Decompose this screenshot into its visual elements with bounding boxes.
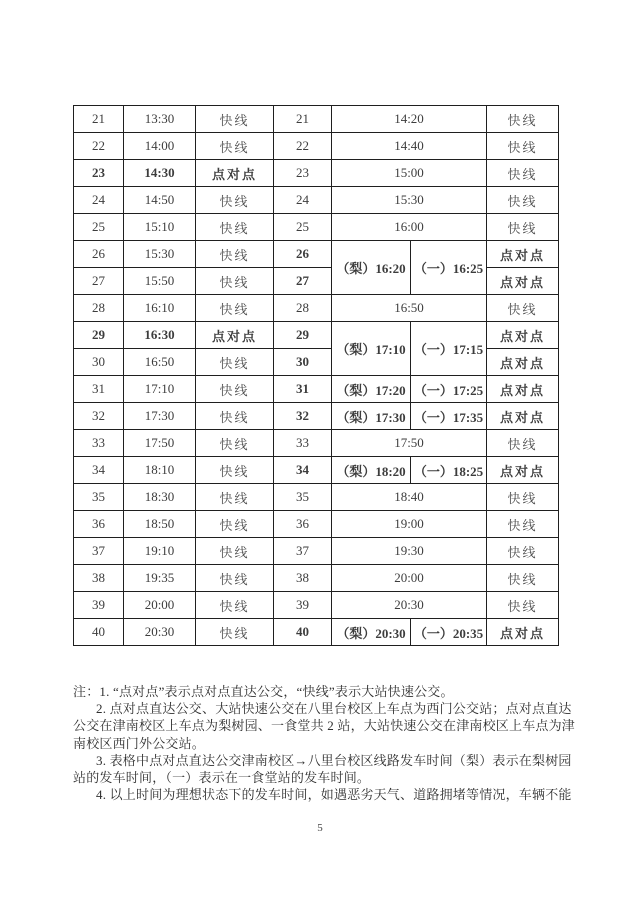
left-trip-number: 29	[74, 322, 124, 349]
left-service-type: 快线	[196, 133, 274, 160]
right-departure-time: 20:30	[332, 592, 487, 619]
left-trip-number: 36	[74, 511, 124, 538]
left-departure-time: 19:10	[124, 538, 196, 565]
left-trip-number: 24	[74, 187, 124, 214]
page-number: 5	[317, 822, 323, 834]
left-trip-number: 28	[74, 295, 124, 322]
note-line: 3. 表格中点对点直达公交津南校区→八里台校区线路发车时间（梨）表示在梨树园	[96, 752, 572, 768]
timetable-row	[74, 619, 559, 646]
left-trip-number: 34	[74, 457, 124, 484]
bus-timetable	[73, 105, 559, 646]
timetable-row	[74, 160, 559, 187]
note-line: 站的发车时间，（一）表示在一食堂站的发车时间。	[73, 770, 371, 786]
right-service-type: 快线	[487, 214, 559, 241]
left-trip-number: 40	[74, 619, 124, 646]
right-service-type: 快线	[487, 592, 559, 619]
left-trip-number: 27	[74, 268, 124, 295]
left-departure-time: 18:50	[124, 511, 196, 538]
right-trip-number: 24	[274, 187, 332, 214]
left-service-type: 快线	[196, 187, 274, 214]
right-departure-time: 18:40	[332, 484, 487, 511]
right-trip-number: 23	[274, 160, 332, 187]
right-trip-number: 22	[274, 133, 332, 160]
right-service-type: 点对点	[487, 457, 559, 484]
left-trip-number: 22	[74, 133, 124, 160]
left-service-type: 快线	[196, 241, 274, 268]
timetable-row	[74, 538, 559, 565]
right-trip-number: 39	[274, 592, 332, 619]
left-departure-time: 15:10	[124, 214, 196, 241]
right-service-type: 快线	[487, 538, 559, 565]
right-trip-number: 37	[274, 538, 332, 565]
right-trip-number: 31	[274, 376, 332, 403]
timetable-row	[74, 187, 559, 214]
right-trip-number: 28	[274, 295, 332, 322]
left-departure-time: 20:00	[124, 592, 196, 619]
left-service-type: 快线	[196, 106, 274, 133]
left-departure-time: 16:10	[124, 295, 196, 322]
right-trip-number: 32	[274, 403, 332, 430]
right-service-type: 快线	[487, 295, 559, 322]
right-trip-number: 25	[274, 214, 332, 241]
left-service-type: 快线	[196, 565, 274, 592]
left-service-type: 点对点	[196, 160, 274, 187]
left-departure-time: 14:30	[124, 160, 196, 187]
left-service-type: 快线	[196, 403, 274, 430]
timetable-row	[74, 214, 559, 241]
left-service-type: 快线	[196, 538, 274, 565]
timetable-row	[74, 295, 559, 322]
right-service-type: 快线	[487, 160, 559, 187]
note-line: 南校区西门外公交站。	[73, 735, 206, 751]
timetable-row	[74, 268, 559, 295]
timetable-row	[74, 322, 559, 349]
left-departure-time: 14:00	[124, 133, 196, 160]
left-departure-time: 19:35	[124, 565, 196, 592]
left-departure-time: 18:10	[124, 457, 196, 484]
timetable-row	[74, 403, 559, 430]
right-service-type: 点对点	[487, 349, 559, 376]
right-departure-time: 20:00	[332, 565, 487, 592]
right-departure-time-lishuyuan: （梨）20:30	[332, 619, 411, 646]
right-departure-time: 19:00	[332, 511, 487, 538]
timetable-row	[74, 430, 559, 457]
left-trip-number: 21	[74, 106, 124, 133]
left-service-type: 快线	[196, 376, 274, 403]
right-service-type: 快线	[487, 511, 559, 538]
right-service-type: 点对点	[487, 376, 559, 403]
left-service-type: 快线	[196, 592, 274, 619]
left-trip-number: 32	[74, 403, 124, 430]
left-trip-number: 33	[74, 430, 124, 457]
timetable-row	[74, 376, 559, 403]
right-service-type: 点对点	[487, 241, 559, 268]
right-departure-time: 19:30	[332, 538, 487, 565]
left-service-type: 快线	[196, 511, 274, 538]
left-departure-time: 20:30	[124, 619, 196, 646]
right-departure-time-lishuyuan: （梨）18:20	[332, 457, 411, 484]
right-trip-number: 33	[274, 430, 332, 457]
left-departure-time: 17:50	[124, 430, 196, 457]
left-service-type: 快线	[196, 484, 274, 511]
left-service-type: 点对点	[196, 322, 274, 349]
note-line: 4. 以上时间为理想状态下的发车时间，如遇恶劣天气、道路拥堵等情况，车辆不能	[96, 787, 572, 803]
right-service-type: 快线	[487, 133, 559, 160]
left-trip-number: 39	[74, 592, 124, 619]
timetable-row	[74, 457, 559, 484]
timetable-row	[74, 241, 559, 268]
right-service-type: 点对点	[487, 322, 559, 349]
left-service-type: 快线	[196, 619, 274, 646]
right-trip-number: 38	[274, 565, 332, 592]
right-service-type: 点对点	[487, 268, 559, 295]
left-departure-time: 16:30	[124, 322, 196, 349]
right-departure-time: 16:50	[332, 295, 487, 322]
right-trip-number: 29	[274, 322, 332, 349]
right-departure-time-yishitang: （一）17:25	[411, 376, 487, 403]
right-departure-time-lishuyuan: （梨）16:20	[332, 241, 411, 295]
right-service-type: 快线	[487, 565, 559, 592]
left-departure-time: 16:50	[124, 349, 196, 376]
note-line: 注：1. “点对点”表示点对点直达公交，“快线”表示大站快速公交。	[73, 684, 454, 699]
right-service-type: 快线	[487, 106, 559, 133]
right-trip-number: 35	[274, 484, 332, 511]
left-service-type: 快线	[196, 295, 274, 322]
left-service-type: 快线	[196, 457, 274, 484]
right-departure-time-yishitang: （一）17:35	[411, 403, 487, 430]
right-departure-time: 16:00	[332, 214, 487, 241]
left-departure-time: 15:50	[124, 268, 196, 295]
left-departure-time: 17:10	[124, 376, 196, 403]
right-departure-time-lishuyuan: （梨）17:10	[332, 322, 411, 376]
left-service-type: 快线	[196, 349, 274, 376]
right-departure-time-yishitang: （一）18:25	[411, 457, 487, 484]
left-departure-time: 15:30	[124, 241, 196, 268]
left-service-type: 快线	[196, 430, 274, 457]
right-departure-time: 14:40	[332, 133, 487, 160]
left-trip-number: 25	[74, 214, 124, 241]
note-line: 公交在津南校区上车点为梨树园、一食堂共 2 站，大站快速公交在津南校区上车点为津	[73, 718, 576, 734]
timetable-row	[74, 106, 559, 133]
timetable-row	[74, 484, 559, 511]
left-departure-time: 13:30	[124, 106, 196, 133]
left-departure-time: 14:50	[124, 187, 196, 214]
right-departure-time: 17:50	[332, 430, 487, 457]
left-service-type: 快线	[196, 268, 274, 295]
right-trip-number: 21	[274, 106, 332, 133]
notes-section	[73, 683, 576, 803]
note-line: 2. 点对点直达公交、大站快速公交在八里台校区上车点为西门公交站；点对点直达	[96, 701, 572, 717]
timetable-row	[74, 592, 559, 619]
right-trip-number: 40	[274, 619, 332, 646]
right-departure-time-lishuyuan: （梨）17:30	[332, 403, 411, 430]
right-departure-time-yishitang: （一）16:25	[411, 241, 487, 295]
left-trip-number: 26	[74, 241, 124, 268]
timetable-row	[74, 349, 559, 376]
left-service-type: 快线	[196, 214, 274, 241]
timetable-row	[74, 565, 559, 592]
right-service-type: 快线	[487, 187, 559, 214]
right-trip-number: 36	[274, 511, 332, 538]
right-service-type: 快线	[487, 430, 559, 457]
right-trip-number: 27	[274, 268, 332, 295]
right-service-type: 点对点	[487, 619, 559, 646]
right-departure-time-yishitang: （一）17:15	[411, 322, 487, 376]
left-trip-number: 35	[74, 484, 124, 511]
right-departure-time: 14:20	[332, 106, 487, 133]
left-departure-time: 17:30	[124, 403, 196, 430]
right-service-type: 点对点	[487, 403, 559, 430]
right-trip-number: 34	[274, 457, 332, 484]
right-trip-number: 30	[274, 349, 332, 376]
left-trip-number: 30	[74, 349, 124, 376]
timetable-row	[74, 511, 559, 538]
left-trip-number: 37	[74, 538, 124, 565]
timetable-row	[74, 133, 559, 160]
left-trip-number: 31	[74, 376, 124, 403]
right-service-type: 快线	[487, 484, 559, 511]
left-trip-number: 23	[74, 160, 124, 187]
right-departure-time-yishitang: （一）20:35	[411, 619, 487, 646]
right-departure-time: 15:00	[332, 160, 487, 187]
right-departure-time-lishuyuan: （梨）17:20	[332, 376, 411, 403]
right-trip-number: 26	[274, 241, 332, 268]
left-departure-time: 18:30	[124, 484, 196, 511]
right-departure-time: 15:30	[332, 187, 487, 214]
left-trip-number: 38	[74, 565, 124, 592]
